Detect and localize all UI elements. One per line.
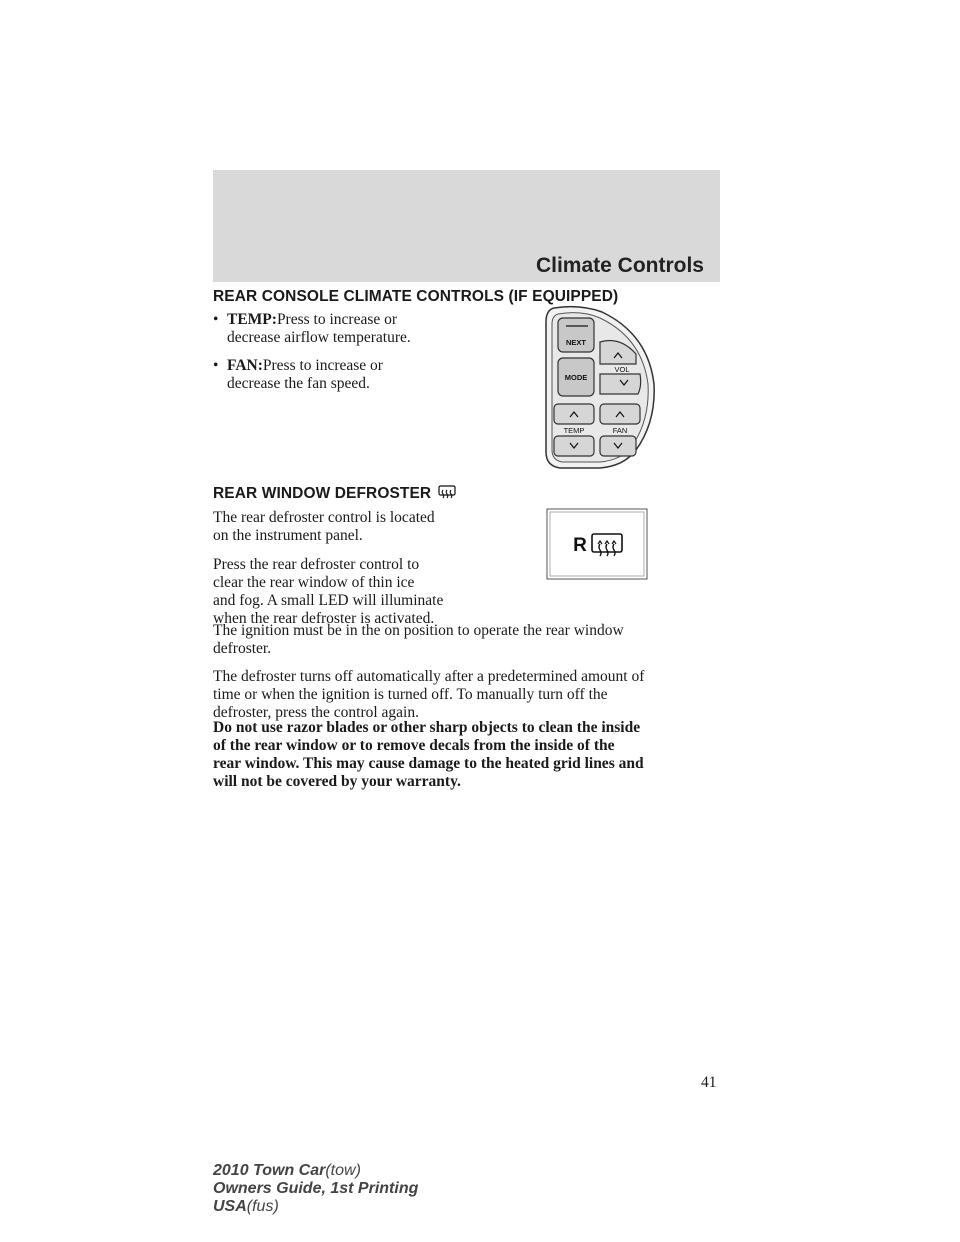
footer-region: USA: [213, 1198, 247, 1215]
defroster-location-text: The rear defroster control is located on the instrument panel.: [213, 509, 435, 544]
rear-console-control-figure: [540, 302, 660, 472]
bullet-temp-term: TEMP:: [227, 311, 277, 328]
fan-label: FAN: [612, 426, 628, 435]
bullet-fan-term: FAN:: [227, 357, 263, 374]
bullet-temp-line2: decrease airflow temperature.: [227, 329, 411, 346]
header-band: [213, 170, 720, 282]
footer-region-code: (fus): [246, 1198, 279, 1215]
defroster-usage-text: Press the rear defroster control to clear the rear window of thin ice and fog. A small LED will illuminate when the rear defroster is activated.: [213, 556, 444, 627]
footer-model: 2010 Town Car: [213, 1162, 326, 1179]
rear-defroster-heading: [213, 484, 456, 503]
page-number: 41: [701, 1074, 717, 1091]
rear-defroster-heading-text: REAR WINDOW DEFROSTER: [213, 485, 432, 502]
temp-label: TEMP: [563, 426, 585, 435]
vol-label: VOL: [614, 365, 630, 374]
vol-down-button[interactable]: [600, 374, 641, 394]
footer-model-code: (tow): [325, 1162, 361, 1179]
bullet-temp-line1: Press to increase or: [276, 311, 398, 328]
section-title: Climate Controls: [535, 254, 704, 277]
temp-up-button[interactable]: [554, 404, 594, 424]
rear-defroster-button-label: R: [573, 535, 587, 556]
rear-defrost-icon: [438, 484, 456, 502]
rear-defroster-button-figure: [546, 508, 648, 580]
bullet-fan-line1: Press to increase or: [262, 357, 383, 374]
fan-up-button[interactable]: [600, 404, 640, 424]
auto-off-text: The defroster turns off automatically after a predetermined amount of time or when the ignition is turned off. To manually turn off the defroster, press the control again.: [213, 668, 645, 721]
rear-console-heading: REAR CONSOLE CLIMATE CONTROLS (IF EQUIPPED): [213, 288, 619, 305]
temp-down-button[interactable]: [554, 436, 594, 456]
mode-button[interactable]: [558, 358, 594, 396]
fan-down-button[interactable]: [600, 436, 636, 456]
next-button[interactable]: [558, 318, 594, 352]
next-label: NEXT: [565, 338, 587, 347]
mode-label: MODE: [564, 373, 588, 382]
warning-text: Do not use razor blades or other sharp objects to clean the inside of the rear window or to remove decals from the inside of the rear window. This may cause damage to the heated grid lines and will not be covered by your warranty.: [213, 719, 644, 790]
footer-printing: Owners Guide, 1st Printing: [213, 1180, 419, 1197]
footer: [213, 1162, 418, 1216]
bullet-fan-line2: decrease the fan speed.: [227, 375, 370, 392]
ignition-requirement-text: The ignition must be in the on position to operate the rear window defroster.: [213, 622, 624, 657]
